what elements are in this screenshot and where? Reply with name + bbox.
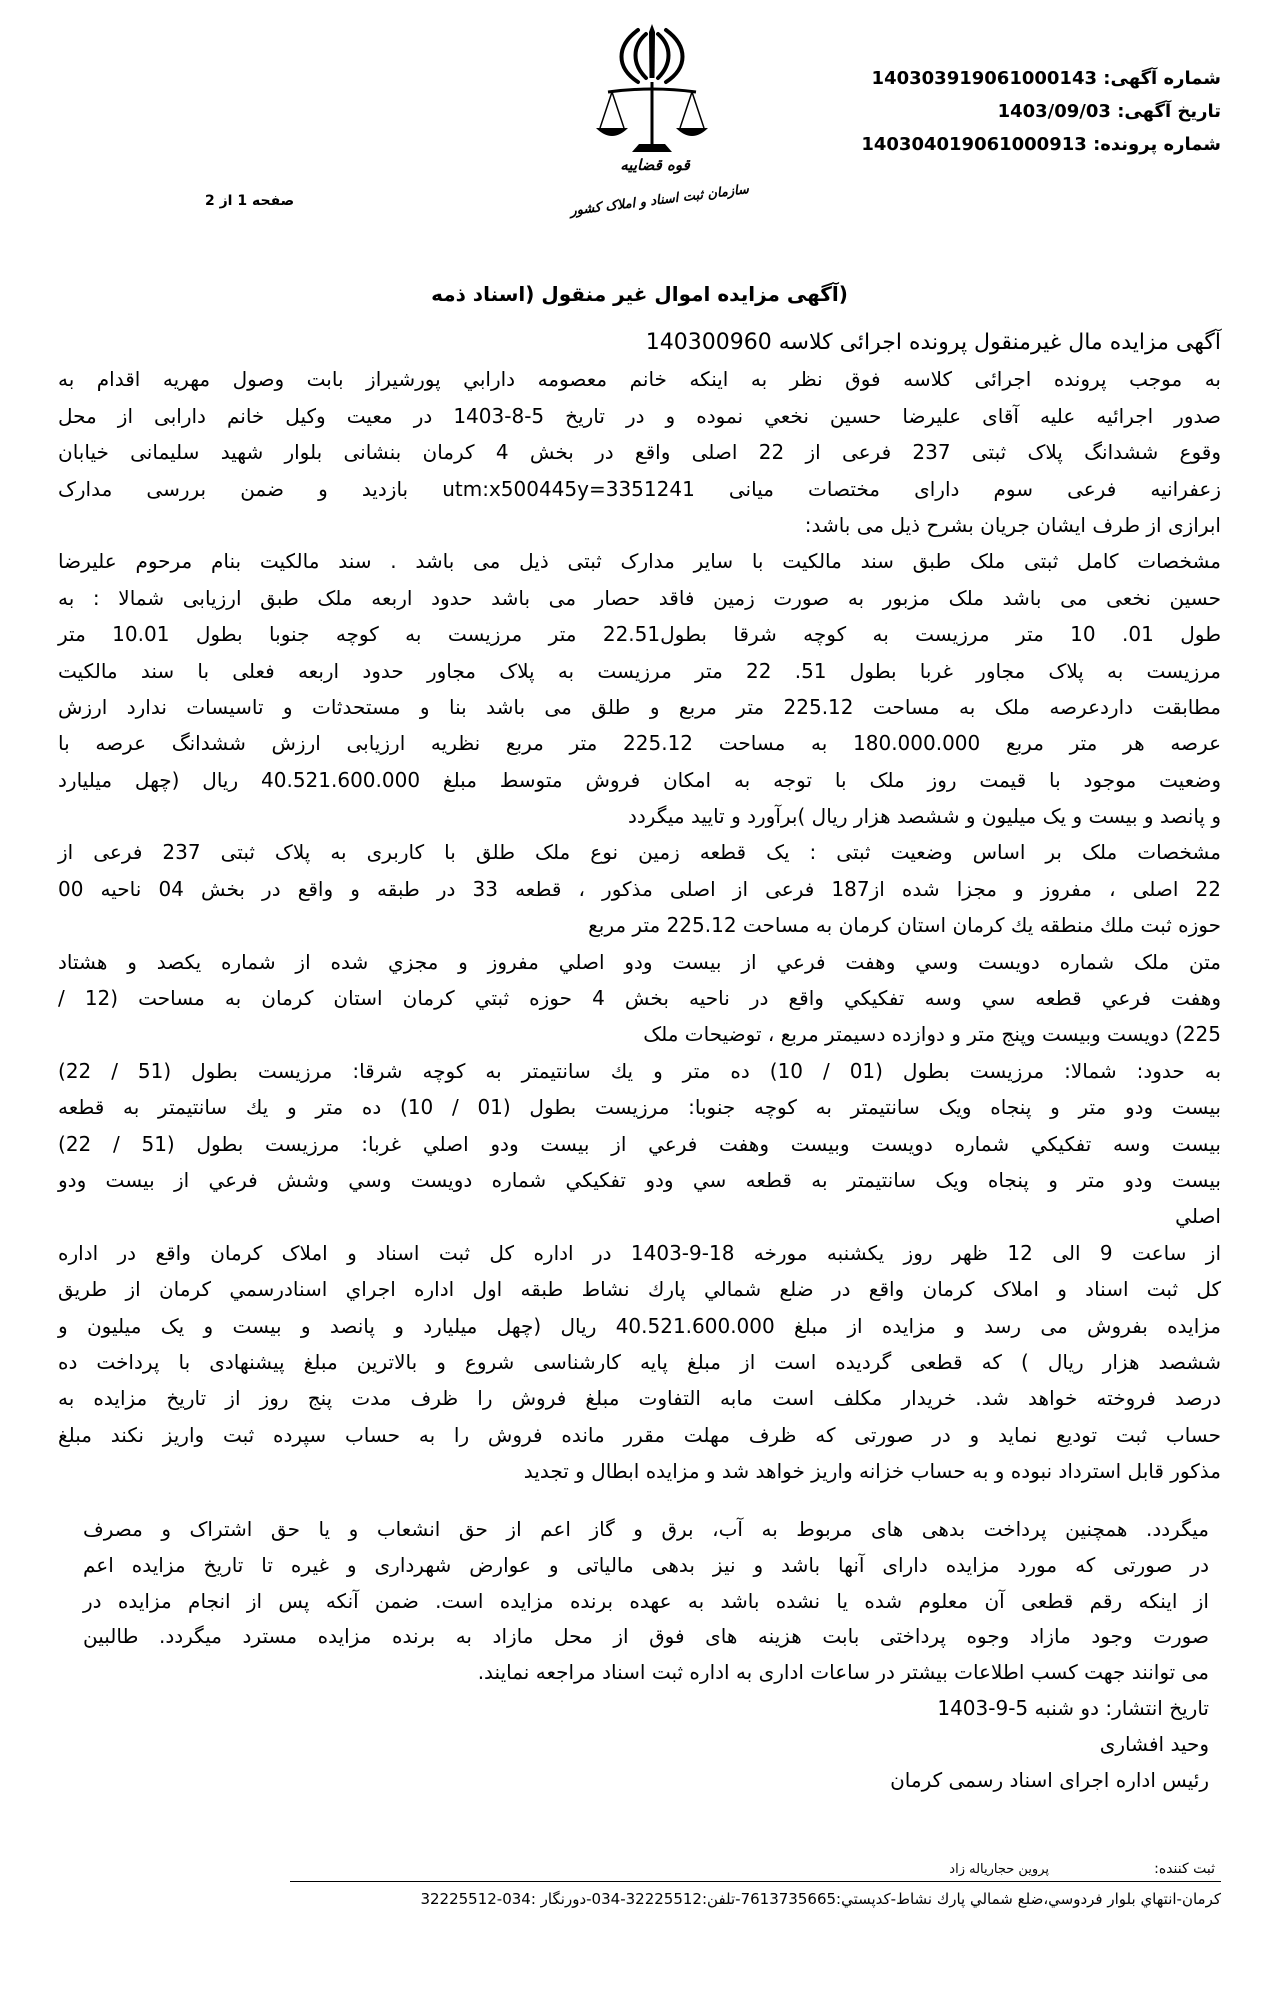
text-line: از اینکه رقم قطعی آن معلوم شده یا نشده باشد به عهده برنده مزایده است. ضمن آنکه پس از انجام مزایده در [83,1588,1209,1613]
notice-title: (آگهی مزایده اموال غیر منقول (اسناد ذمه [431,282,848,306]
notice-metadata [861,62,1221,161]
text-line: حساب ثبت تودیع نماید و در صورتی که ظرف مهلت مقرر مانده فروش را به حساب سپرده ثبت واریز نکند مبلغ [58,1422,1221,1447]
notice-body-section-2 [83,1512,1209,1798]
text-line: عرصه هر متر مربع 180.000.000 به مساحت 225.12 متر مربع نظریه ارزیابی ارزش ششدانگ عرصه با [58,731,1221,756]
balance-scale-icon [596,82,708,152]
case-number-value: 140304019061000913 [861,134,1087,155]
text-line: بيست ودو متر و پنجاه ويک سانتيمتر به قطعه سي ودو تفكيكي شماره دويست وسي وشش فرعي از بيست ودو [58,1167,1221,1192]
text-line: آگهی مزایده مال غیرمنقول پرونده اجرائی کلاسه 140300960 [645,330,1221,355]
text-line: متن ملک شماره دويست وسي وهفت فرعي از بيست ودو اصلي مفروز و مجزي شده از شماره يكصد و هشتاد [58,949,1221,974]
notice-number [861,62,1221,95]
text-line: وضعیت موجود با قیمت روز ملک با توجه به امکان فروش متوسط مبلغ 40.521.600.000 ریال (چهل میلیارد [58,767,1221,792]
footer-address: کرمان-انتهاي بلوار فردوسي،ضلع شمالي پارك نشاط-كدپستي:7613735665-تلفن:32225512-034-دورنگار :034-32225512 [420,1890,1221,1908]
text-line: کل ثبت اسناد و املاک کرمان واقع در ضلع شمالي پارك نشاط طبقه اول اداره اجراي اسنادرسمي كرمان از طريق [58,1277,1221,1302]
text-line: اصلي [1175,1204,1221,1229]
paragraph [58,1235,1221,1490]
text-line: به موجب پرونده اجرائی کلاسه فوق نظر به اینکه خانم معصومه دارابي پورشیراز بابت وصول مهریه اقدام به [58,367,1221,392]
page-indicator: صفحه 1 از 2 [205,193,295,209]
paragraph [58,543,1221,834]
text-line: مذکور قابل استرداد نبوده و به حساب خزانه واریز خواهد شد و مزایده ابطال و تجدید [523,1459,1221,1484]
text-line: ابرازی از طرف ایشان جریان بشرح ذیل می باشد: [804,512,1221,537]
text-line: وحید افشاری [1099,1731,1209,1756]
national-emblem-icon [622,24,683,82]
paragraph [58,325,1221,361]
text-line: مزایده بفروش می رسد و مزایده از مبلغ 40.521.600.000 ریال (چهل میلیارد و پانصد و بیست و یک میلیون و [58,1313,1221,1338]
text-line: وقوع ششدانگ پلاک ثبتی 237 فرعی از 22 اصلی واقع در بخش 4 کرمان بنشانی بلوار شهید سلیمانی خیابان [58,440,1222,465]
registrar-name: پروین حجاریاله زاد [949,1862,1049,1877]
text-line: حوزه ثبت ملك منطقه يك كرمان استان كرمان به مساحت 225.12 متر مربع [588,913,1221,938]
paragraph [58,944,1221,1053]
text-line: طول 01. 10 متر مرزیست به کوچه شرقا بطول22.51 متر مرزیست به کوچه جنوبا بطول 10.01 متر [58,622,1221,647]
case-number-label: شماره پرونده: [1093,134,1221,155]
notice-body-section-1 [58,325,1221,1490]
text-line: در صورتی که مورد مزایده دارای آنها باشد و نیز بدهی مالیاتی و عوارض شهرداری و غیره تا تاریخ مزایده اعم [83,1552,1209,1577]
text-line: صدور اجرائیه علیه آقای علیرضا حسین نخعي نموده و در تاریخ 5-8-1403 در معیت وکیل خانم دارابی از محل [58,403,1221,428]
logo-org-top: قوه قضاییه [620,156,690,174]
text-line: مطابقت داردعرصه ملک به مساحت 225.12 متر مربع و طلق می باشد بنا و مستحدثات و تاسیسات ندارد ارزش [58,694,1221,719]
text-line: ششصد هزار ریال ) که قطعی گردیده است از مبلغ پایه کارشناسی شروع و بالاترین مبلغ پیشنهادی با پرداخت ده [58,1349,1221,1374]
paragraph [58,1053,1221,1235]
paragraph [83,1512,1209,1691]
text-line: وهفت فرعي قطعه سي وسه تفكيكي واقع در ناحيه بخش 4 حوزه ثبتي كرمان استان كرمان به مساحت (12 / [58,986,1221,1011]
paragraph [58,834,1221,943]
registrar-label: ثبت کننده: [1154,1861,1215,1877]
notice-date [861,95,1221,128]
footer-divider [290,1881,1221,1882]
text-line: می توانند جهت کسب اطلاعات بیشتر در ساعات اداری به اداره ثبت اسناد مراجعه نمایند. [477,1660,1209,1685]
paragraph [83,1691,1209,1727]
text-line: از ساعت 9 الی 12 ظهر روز یکشنبه مورخه 18-9-1403 در اداره کل ثبت اسناد و املاک کرمان واقع در اداره [58,1240,1221,1265]
paragraph [58,361,1221,543]
text-line: رئیس اداره اجرای اسناد رسمی کرمان [890,1767,1209,1792]
text-line: و پانصد و بیست و یک میلیون و ششصد هزار ریال )برآورد و تایید میگردد [627,804,1221,829]
paragraph [83,1763,1209,1799]
text-line: زعفرانیه فرعی سوم دارای مختصات میانی utm:x500445y=3351241 بازدید و ضمن بررسی مدارک [58,476,1221,501]
text-line: درصد فروخته خواهد شد. خریدار مکلف است مابه التفاوت مبلغ فروش را ظرف مدت پنج روز از تاریخ مزایده به [58,1386,1221,1411]
text-line: مشخصات ملک بر اساس وضعیت ثبتی : یک قطعه زمین نوع ملک طلق با کاربری به پلاک ثبتی 237 فرعی از [58,840,1221,865]
notice-date-value: 1403/09/03 [997,101,1111,122]
text-line: به حدود: شمالا: مرزيست بطول (01 / 10) ده متر و يك سانتيمتر به كوچه شرقا: مرزيست بطول (51 / 22) [58,1058,1222,1083]
text-line: 225) دويست وبيست وپنج متر و دوازده دسيمتر مربع ، توضيحات ملک [643,1022,1221,1047]
logo-org-bottom: سازمان ثبت اسناد و املاک کشور [569,182,750,219]
notice-number-label: شماره آگهی: [1103,68,1221,89]
case-number [861,128,1221,161]
text-line: حسین نخعی می باشد ملک مزبور به صورت زمین فاقد حصار می باشد حدود اربعه ملک طبق ارزیابی شمالا : به [58,585,1221,610]
text-line: بيست ودو متر و پنجاه ويک سانتيمتر به كوچه جنوبا: مرزيست بطول (01 / 10) ده متر و يك سانتيمتر به قطعه [58,1095,1221,1120]
notice-number-value: 140303919061000143 [871,68,1097,89]
notice-date-label: تاریخ آگهی: [1117,101,1221,122]
text-line: مرزیست به پلاک مجاور غربا بطول 51. 22 متر مرزیست به پلاک مجاور حدود اربعه فعلی با سند مالکیت [58,658,1221,683]
text-line: مشخصات کامل ثبتی ملک طبق سند مالکیت با سایر مدارک ثبتی ذیل می باشد . سند مالکیت بنام مرحوم علیرضا [58,549,1221,574]
text-line: بيست وسه تفكيكي شماره دويست وبيست وهفت فرعي از بيست ودو اصلي غربا: مرزيست بطول (51 / 22) [58,1131,1221,1156]
text-line: میگردد. همچنین پرداخت بدهی های مربوط به آب، برق و گاز اعم از حق انشعاب و یا حق اشتراک و مصرف [83,1517,1209,1541]
paragraph [83,1727,1209,1763]
text-line: تاریخ انتشار: دو شنبه 5-9-1403 [937,1695,1209,1720]
judiciary-emblem-logo [532,18,772,233]
text-line: صورت وجود مازاد وجوه پرداختی بابت هزینه های فوق از محل مازاد به برنده مزایده مسترد میگردد. طالبین [83,1624,1209,1649]
text-line: 22 اصلی ، مفروز و مجزا شده از187 فرعی از اصلی مذکور ، قطعه 33 در طبقه و واقع در بخش 04 ناحیه 00 [58,876,1221,901]
